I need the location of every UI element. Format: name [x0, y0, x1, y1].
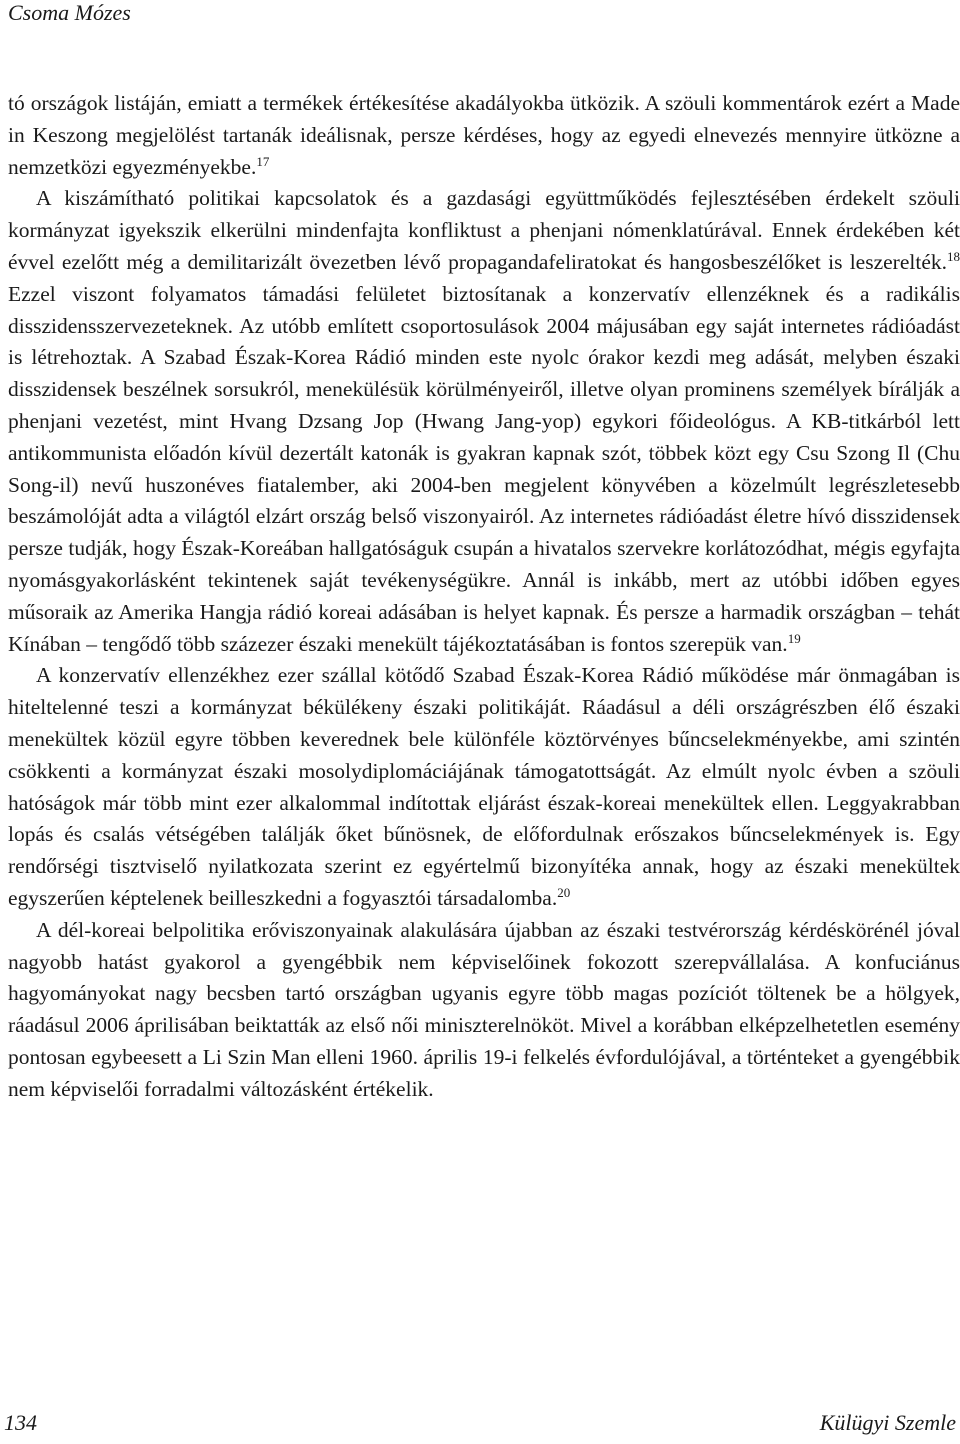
paragraph-2: [8, 183, 960, 660]
footnote-ref-17[interactable]: 17: [256, 153, 270, 169]
running-head-author: Csoma Mózes: [8, 0, 131, 25]
paragraph-3: [8, 660, 960, 914]
paragraph-1: [8, 88, 960, 183]
paragraph-2-text-b: Ezzel viszont folyamatos támadási felületet biztosítanak a konzervatív ellenzéknek és a radikális disszidensszervezeteknek. Az utóbb említett csoportosulások 2004 májusában egy saját internetes rádióadást is létrehoztak. A Szabad Észak-Korea Rádió minden este nyolc órakor kezdi meg adását, melyben északi disszidensek beszélnek sorsukról, menekülésük körülményeiről, illetve olyan prominens személyek bírálják a phenjani vezetést, mint Hvang Dzsang Jop (Hwang Jang-yop) egykori főideológus. A KB-titkárból lett antikommunista előadón kívül dezertált katonák is gyakran kapnak szót, többek közt egy Csu Szong Il (Chu Song-il) nevű huszonéves fiatalember, aki 2004-ben megjelent könyvében a közelmúlt legrészletesebb beszámolóját adta a világtól elzárt ország belső viszonyairól. Az internetes rádióadást életre hívó disszidensek persze tudják, hogy Észak-Koreában hallgatóságuk csupán a hivatalos szervekre korlátozódhat, mégis egyfajta nyomásgyakorlásként tekintenek saját tevékenységükre. Annál is inkább, mert az utóbbi időben egyes műsoraik az Amerika Hangja rádió koreai adásában is helyet kapnak. És persze a harmadik országban – tehát Kínában – tengődő több százezer északi menekült tájékoztatásában is fontos szerepük van.: [8, 281, 960, 656]
journal-name: Külügyi Szemle: [819, 1410, 956, 1435]
body-text: [8, 88, 960, 1106]
paragraph-4: [8, 915, 960, 1106]
footnote-ref-18[interactable]: 18: [947, 248, 960, 264]
footnote-ref-19[interactable]: 19: [787, 630, 801, 646]
page-number: 134: [4, 1410, 37, 1435]
paragraph-2-text-a: A kiszámítható politikai kapcsolatok és a gazdasági együttműködés fejlesztésében érdekelt szöuli kormányzat igyekszik elkerülni mindenfajta konfliktust a phenjani nómenklatúrával. Ennek érdekében két évvel ezelőtt még a demilitarizált övezetben lévő propagandafeliratokat és hangosbeszélőket is leszerelték.: [8, 186, 960, 274]
paragraph-1-text: tó országok listáján, emiatt a termékek értékesítése akadályokba ütközik. A szöuli kommentárok ezért a Made in Keszong megjelölést tartanák ideálisnak, persze kérdéses, hogy az egyedi elnevezés mennyire ütközne a nemzetközi egyezményekbe.: [8, 91, 960, 179]
paragraph-3-text: A konzervatív ellenzékhez ezer szállal kötődő Szabad Észak-Korea Rádió működése már önmagában is hiteltelenné teszi a kormányzat békülékeny északi politikáját. Ráadásul a déli országrészben élő északi menekültek közül egyre többen keverednek bele különféle köztörvényes bűncselekményekbe, ami szintén csökkenti a kormányzat északi mosolydiplomáciájának támogatottságát. Az elmúlt nyolc évben a szöuli hatóságok már több mint ezer alkalommal indítottak eljárást észak-koreai menekültek ellen. Leggyakrabban lopás és csalás vétségében találják őket bűnösnek, de előfordulnak erőszakos bűncselekmények is. Egy rendőrségi tisztviselő nyilatkozata szerint ez egyértelmű bizonyítéka annak, hogy az északi menekültek egyszerűen képtelenek beilleszkedni a fogyasztói társadalomba.: [8, 663, 960, 910]
footnote-ref-20[interactable]: 20: [557, 884, 571, 900]
paragraph-4-text: A dél-koreai belpolitika erőviszonyainak alakulására újabban az északi testvérország kérdéskörénél jóval nagyobb hatást gyakorol a gyengébbik nem képviselőinek fokozott szerepvállalása. A konfuciánus hagyományokat nagy becsben tartó országban ugyanis egyre több magas pozíciót töltenek be a hölgyek, ráadásul 2006 áprilisában beiktatták az első női miniszterelnököt. Mivel a korábban elképzelhetetlen esemény pontosan egybeesett a Li Szin Man elleni 1960. április 19-i felkelés évfordulójával, a történteket a gyengébbik nem képviselői forradalmi változásként értékelik.: [8, 917, 960, 1101]
